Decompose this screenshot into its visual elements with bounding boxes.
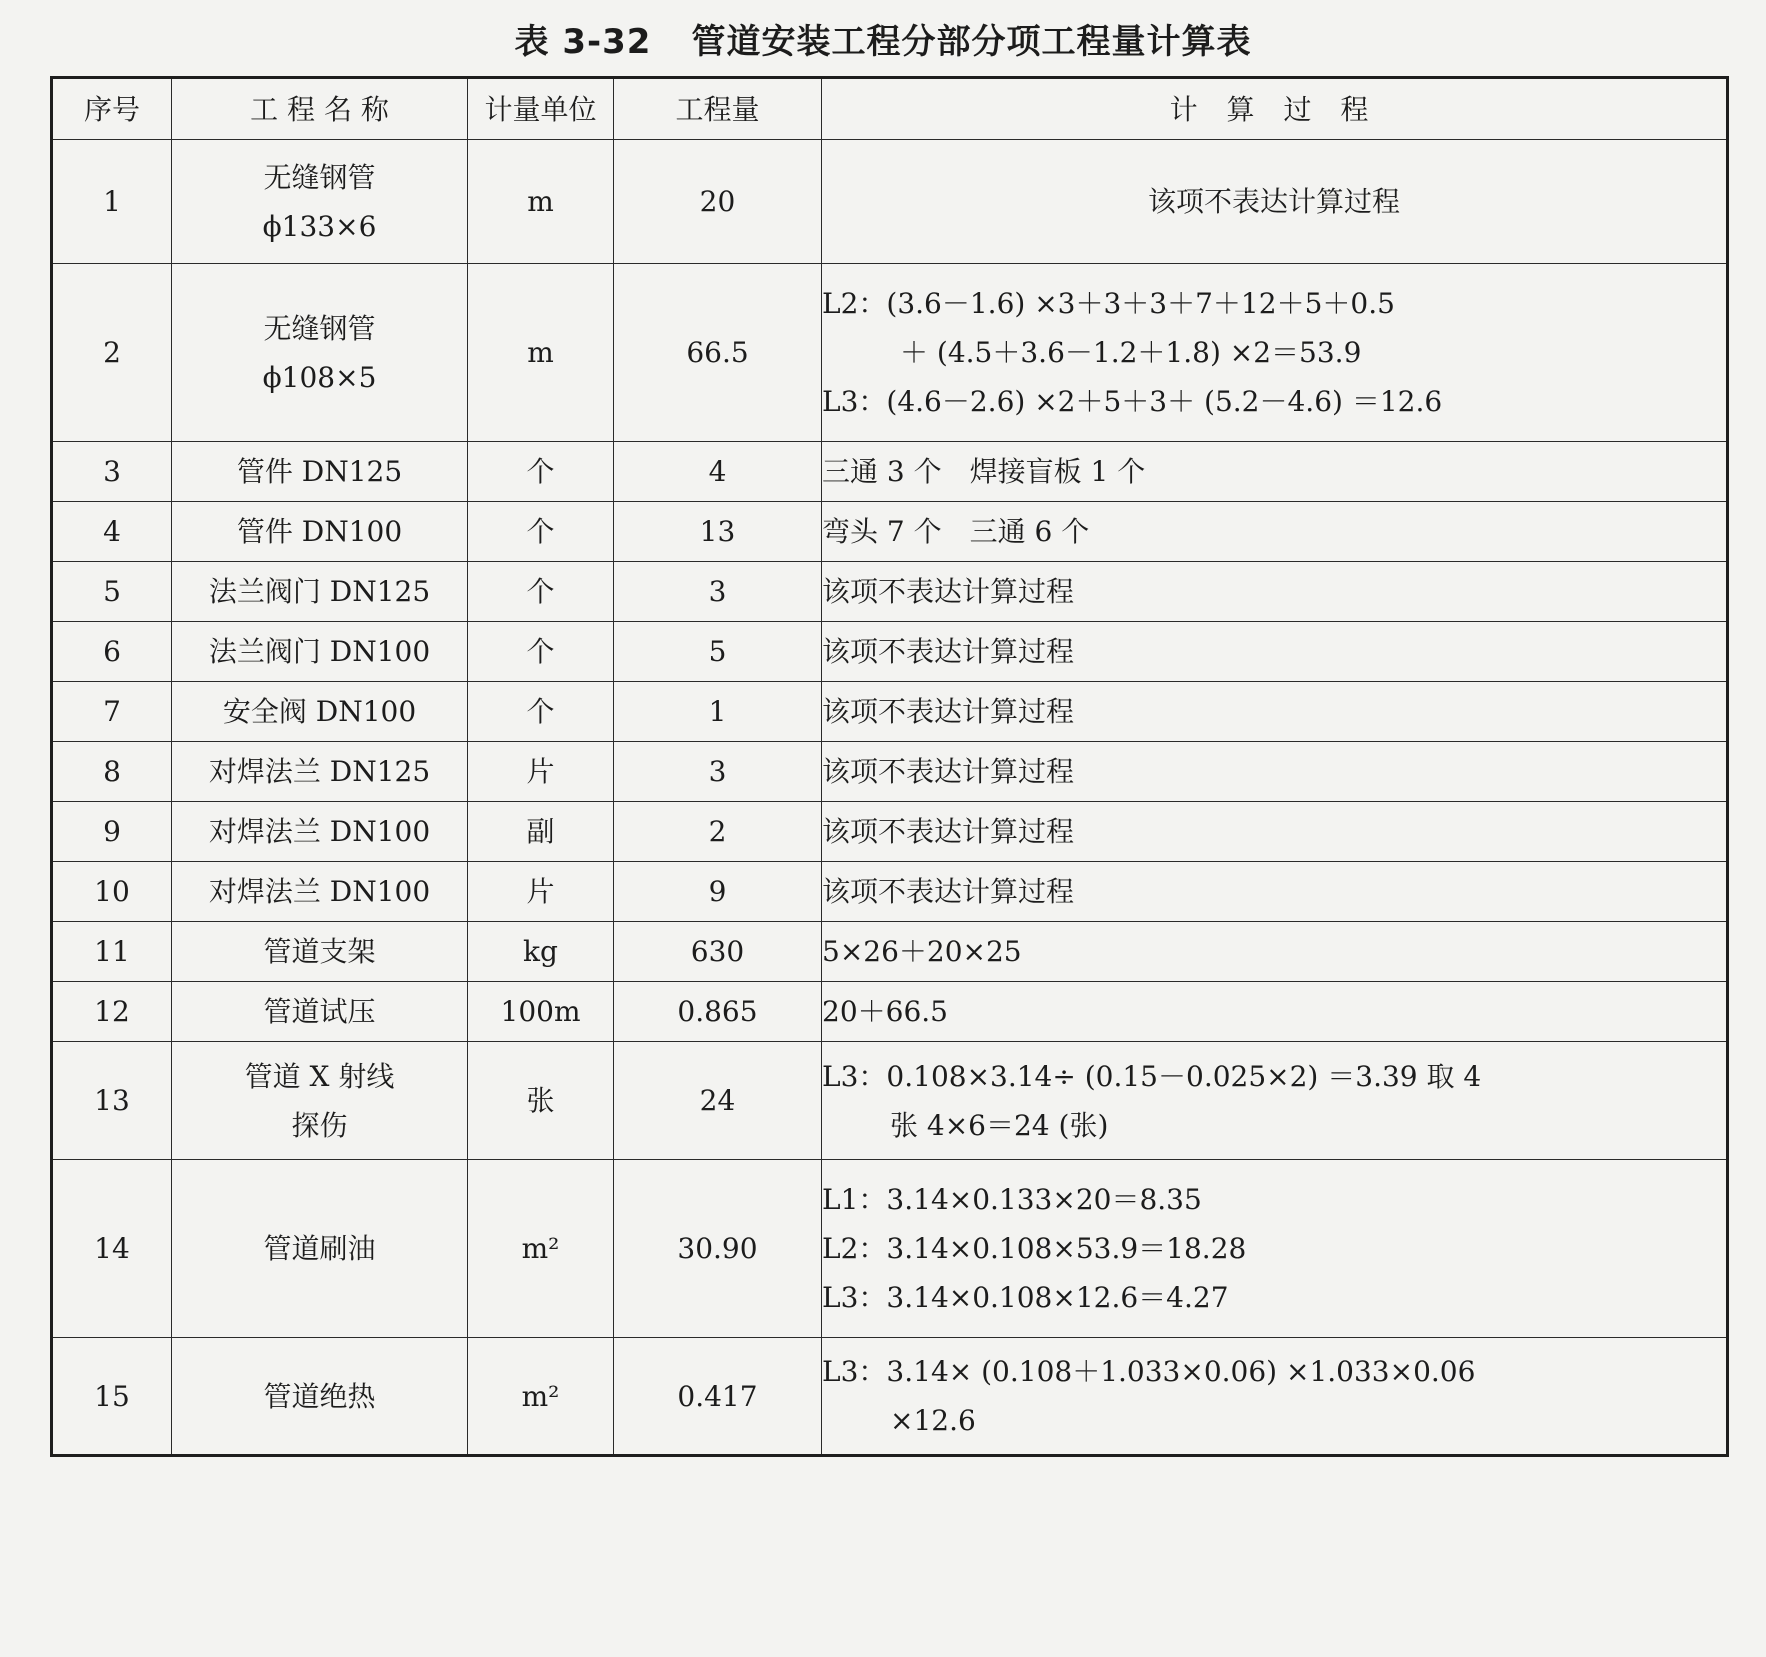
table-row — [52, 742, 1728, 802]
cell-seq: 14 — [52, 1160, 172, 1338]
cell-name: 对焊法兰 DN100 — [172, 802, 468, 862]
cell-seq: 5 — [52, 562, 172, 622]
cell-qty: 2 — [614, 802, 822, 862]
cell-seq: 10 — [52, 862, 172, 922]
header-calc: 计 算 过 程 — [822, 78, 1728, 140]
cell-calc: 该项不表达计算过程 — [822, 862, 1728, 922]
table-row — [52, 622, 1728, 682]
cell-name: 法兰阀门 DN125 — [172, 562, 468, 622]
cell-qty: 24 — [614, 1042, 822, 1160]
cell-qty: 20 — [614, 140, 822, 264]
cell-seq: 8 — [52, 742, 172, 802]
cell-qty: 1 — [614, 682, 822, 742]
cell-calc: 该项不表达计算过程 — [822, 682, 1728, 742]
cell-unit: m² — [468, 1338, 614, 1456]
name-line: 无缝钢管 — [263, 160, 376, 194]
table-row — [52, 562, 1728, 622]
calc-line: L3：3.14×0.108×12.6＝4.27 — [822, 1281, 1229, 1314]
cell-unit: m — [468, 264, 614, 442]
cell-calc: 20＋66.5 — [822, 982, 1728, 1042]
cell-name: 管件 DN125 — [172, 442, 468, 502]
cell-qty: 630 — [614, 922, 822, 982]
cell-qty: 4 — [614, 442, 822, 502]
cell-name — [172, 140, 468, 264]
cell-qty: 9 — [614, 862, 822, 922]
cell-unit: 个 — [468, 622, 614, 682]
cell-calc — [822, 264, 1728, 442]
cell-unit: m — [468, 140, 614, 264]
calc-line: 该项不表达计算过程 — [1147, 185, 1400, 218]
cell-qty: 13 — [614, 502, 822, 562]
table-row — [52, 502, 1728, 562]
cell-name: 安全阀 DN100 — [172, 682, 468, 742]
cell-seq: 15 — [52, 1338, 172, 1456]
table-row — [52, 264, 1728, 442]
table-row — [52, 802, 1728, 862]
table-title — [0, 14, 1766, 63]
cell-qty: 30.90 — [614, 1160, 822, 1338]
cell-qty: 3 — [614, 742, 822, 802]
cell-name: 对焊法兰 DN125 — [172, 742, 468, 802]
table-row — [52, 442, 1728, 502]
cell-qty: 66.5 — [614, 264, 822, 442]
cell-name — [172, 1042, 468, 1160]
cell-seq: 9 — [52, 802, 172, 862]
cell-qty: 0.865 — [614, 982, 822, 1042]
cell-unit: 个 — [468, 682, 614, 742]
table-row — [52, 862, 1728, 922]
cell-unit: 张 — [468, 1042, 614, 1160]
table-row — [52, 922, 1728, 982]
name-line: ϕ133×6 — [262, 209, 377, 243]
calc-line: L3：3.14× (0.108＋1.033×0.06) ×1.033×0.06 — [822, 1355, 1476, 1388]
cell-seq: 13 — [52, 1042, 172, 1160]
cell-name: 管件 DN100 — [172, 502, 468, 562]
cell-calc: 弯头 7 个 三通 6 个 — [822, 502, 1728, 562]
table-number: 表 3-32 — [514, 22, 652, 62]
cell-unit: 片 — [468, 862, 614, 922]
cell-qty: 5 — [614, 622, 822, 682]
header-seq: 序号 — [52, 78, 172, 140]
cell-calc: 5×26＋20×25 — [822, 922, 1728, 982]
cell-calc: 该项不表达计算过程 — [822, 742, 1728, 802]
cell-seq: 1 — [52, 140, 172, 264]
cell-unit: m² — [468, 1160, 614, 1338]
cell-name: 管道支架 — [172, 922, 468, 982]
cell-calc — [822, 1042, 1728, 1160]
table-row — [52, 1160, 1728, 1338]
calc-line: L2：(3.6－1.6) ×3＋3＋3＋7＋12＋5＋0.5 — [822, 287, 1395, 320]
cell-seq: 2 — [52, 264, 172, 442]
cell-calc: 该项不表达计算过程 — [822, 562, 1728, 622]
table-row — [52, 1042, 1728, 1160]
cell-seq: 12 — [52, 982, 172, 1042]
header-name: 工 程 名 称 — [172, 78, 468, 140]
cell-name: 管道绝热 — [172, 1338, 468, 1456]
cell-qty: 3 — [614, 562, 822, 622]
header-unit: 计量单位 — [468, 78, 614, 140]
cell-unit: 个 — [468, 442, 614, 502]
cell-name: 管道刷油 — [172, 1160, 468, 1338]
cell-name: 管道试压 — [172, 982, 468, 1042]
cell-unit: 个 — [468, 502, 614, 562]
cell-unit: 100m — [468, 982, 614, 1042]
name-line: ϕ108×5 — [262, 360, 377, 394]
cell-name: 法兰阀门 DN100 — [172, 622, 468, 682]
calc-line: ×12.6 — [890, 1404, 976, 1437]
calc-line: L1：3.14×0.133×20＝8.35 — [822, 1183, 1202, 1216]
table-title-text: 管道安装工程分部分项工程量计算表 — [691, 22, 1252, 62]
cell-calc — [822, 140, 1728, 264]
cell-seq: 4 — [52, 502, 172, 562]
cell-unit: 片 — [468, 742, 614, 802]
cell-calc: 三通 3 个 焊接盲板 1 个 — [822, 442, 1728, 502]
cell-calc — [822, 1160, 1728, 1338]
cell-name — [172, 264, 468, 442]
cell-qty: 0.417 — [614, 1338, 822, 1456]
table-row — [52, 682, 1728, 742]
header-qty: 工程量 — [614, 78, 822, 140]
cell-calc — [822, 1338, 1728, 1456]
name-line: 无缝钢管 — [263, 311, 376, 345]
cell-name: 对焊法兰 DN100 — [172, 862, 468, 922]
table-row — [52, 982, 1728, 1042]
calc-line: ＋ (4.5＋3.6－1.2＋1.8) ×2＝53.9 — [900, 336, 1362, 369]
cell-seq: 7 — [52, 682, 172, 742]
calc-line: L3：0.108×3.14÷ (0.15－0.025×2) ＝3.39 取 4 — [822, 1059, 1482, 1093]
cell-calc: 该项不表达计算过程 — [822, 622, 1728, 682]
cell-seq: 6 — [52, 622, 172, 682]
calc-line: L3：(4.6－2.6) ×2＋5＋3＋ (5.2－4.6) ＝12.6 — [822, 385, 1443, 418]
name-line: 管道 X 射线 — [244, 1059, 395, 1093]
cell-unit: 个 — [468, 562, 614, 622]
header-row — [52, 78, 1728, 140]
cell-unit: kg — [468, 922, 614, 982]
table-row — [52, 140, 1728, 264]
cell-seq: 11 — [52, 922, 172, 982]
cell-seq: 3 — [52, 442, 172, 502]
table-row — [52, 1338, 1728, 1456]
calc-line: 张 4×6＝24 (张) — [890, 1108, 1109, 1142]
cell-calc: 该项不表达计算过程 — [822, 802, 1728, 862]
calc-line: L2：3.14×0.108×53.9＝18.28 — [822, 1232, 1247, 1265]
cell-unit: 副 — [468, 802, 614, 862]
quantity-calculation-table — [50, 76, 1729, 1457]
name-line: 探伤 — [291, 1108, 348, 1142]
